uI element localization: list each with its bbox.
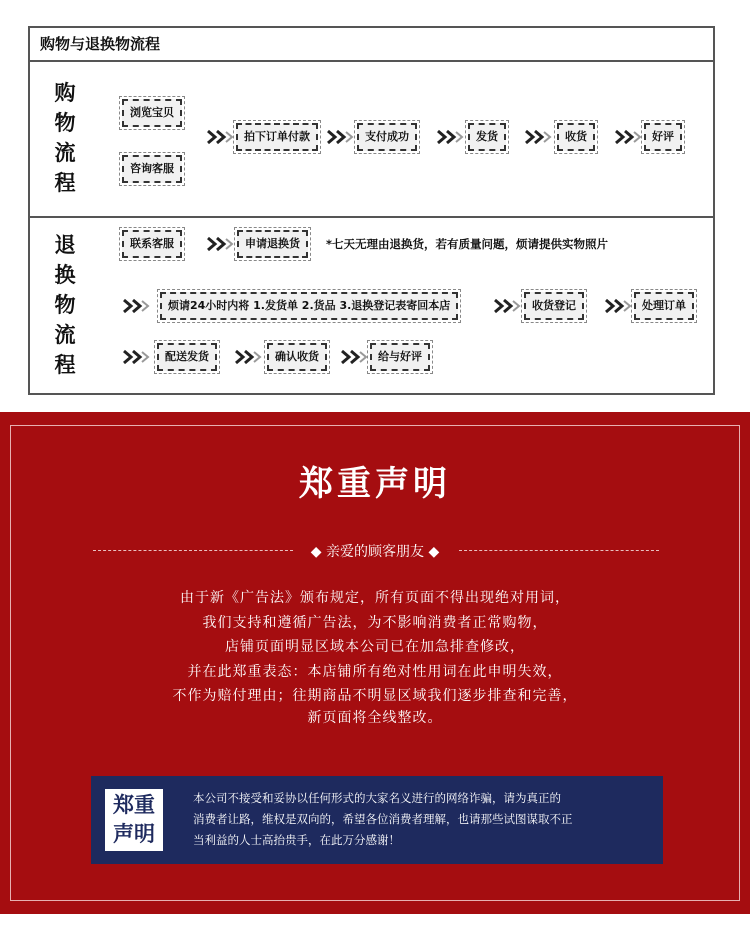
statement-line: 新页面将全线整改。 <box>307 709 443 726</box>
notice-line: 本公司不接受和妥协以任何形式的大家名义进行的网络诈骗，请为真正的 <box>193 791 561 805</box>
subtitle-text: ◆ 亲爱的顾客朋友 ◆ <box>305 544 445 560</box>
step-dispatch: 配送发货 <box>157 343 217 371</box>
vtitle-char: 流 <box>54 141 76 165</box>
double-chevron-right-icon <box>614 129 644 145</box>
return-flow-section <box>30 218 713 393</box>
buy-vertical-title <box>50 78 80 198</box>
return-vertical-title <box>50 230 80 380</box>
step-paid: 支付成功 <box>357 123 417 151</box>
shopping-return-flow-box <box>28 26 715 395</box>
step-browse: 浏览宝贝 <box>122 99 182 127</box>
statement-line: 店铺页面明显区域本公司已在加急排查修改， <box>225 639 525 655</box>
step-process-order: 处理订单 <box>634 292 694 320</box>
vtitle-char: 物 <box>54 293 76 317</box>
anti-fraud-notice <box>91 776 663 864</box>
statement-panel <box>0 412 750 914</box>
vtitle-char: 流 <box>54 323 76 347</box>
notice-line: 当利益的人士高抬贵手，在此万分感谢！ <box>193 833 400 847</box>
vtitle-char: 程 <box>54 171 76 195</box>
vtitle-char: 购 <box>54 81 76 105</box>
badge-line: 郑重 <box>113 793 155 817</box>
return-policy-note: *七天无理由退换货，若有质量问题，烦请提供实物照片 <box>326 237 609 251</box>
vtitle-char: 程 <box>54 353 76 377</box>
step-good-review: 好评 <box>644 123 682 151</box>
step-apply-return: 申请退换货 <box>237 230 308 258</box>
badge-line: 声明 <box>113 822 155 846</box>
statement-frame <box>10 425 740 901</box>
double-chevron-right-icon <box>206 236 236 252</box>
double-chevron-right-icon <box>524 129 554 145</box>
vtitle-char: 退 <box>54 233 76 257</box>
step-consult: 咨询客服 <box>122 155 182 183</box>
double-chevron-right-icon <box>326 129 356 145</box>
notice-text <box>193 788 643 851</box>
double-chevron-right-icon <box>234 349 264 365</box>
step-receive: 收货 <box>557 123 595 151</box>
step-ship: 发货 <box>468 123 506 151</box>
step-order-pay: 拍下订单付款 <box>236 123 318 151</box>
step-contact-service: 联系客服 <box>122 230 182 258</box>
notice-badge <box>105 789 163 851</box>
statement-title: 郑重声明 <box>299 464 451 504</box>
statement-line: 不作为赔付理由；往期商品不明显区域我们逐步排查和完善， <box>172 688 578 704</box>
step-receive-register: 收货登记 <box>524 292 584 320</box>
double-chevron-right-icon <box>493 298 523 314</box>
statement-body <box>11 586 739 727</box>
double-chevron-right-icon <box>122 349 152 365</box>
flow-title: 购物与退换物流程 <box>30 28 713 62</box>
vtitle-char: 换 <box>54 263 76 287</box>
step-confirm-receipt: 确认收货 <box>267 343 327 371</box>
statement-line: 我们支持和遵循广告法，为不影响消费者正常购物， <box>202 614 548 631</box>
double-chevron-right-icon <box>206 129 236 145</box>
step-send-back-instructions: 烦请24小时内将 1.发货单 2.货品 3.退换登记表寄回本店 <box>160 292 458 320</box>
step-give-review: 给与好评 <box>370 343 430 371</box>
double-chevron-right-icon <box>340 349 370 365</box>
buy-flow-section <box>30 62 713 218</box>
statement-subtitle <box>11 541 739 561</box>
statement-line: 并在此郑重表态：本店铺所有绝对性用词在此申明失效， <box>187 663 563 680</box>
double-chevron-right-icon <box>604 298 634 314</box>
double-chevron-right-icon <box>122 298 152 314</box>
notice-line: 消费者让路，维权是双向的，希望各位消费者理解，也请那些试图谋取不正 <box>193 812 573 826</box>
double-chevron-right-icon <box>436 129 466 145</box>
statement-line: 由于新《广告法》颁布规定，所有页面不得出现绝对用词， <box>180 590 570 606</box>
vtitle-char: 物 <box>54 111 76 135</box>
